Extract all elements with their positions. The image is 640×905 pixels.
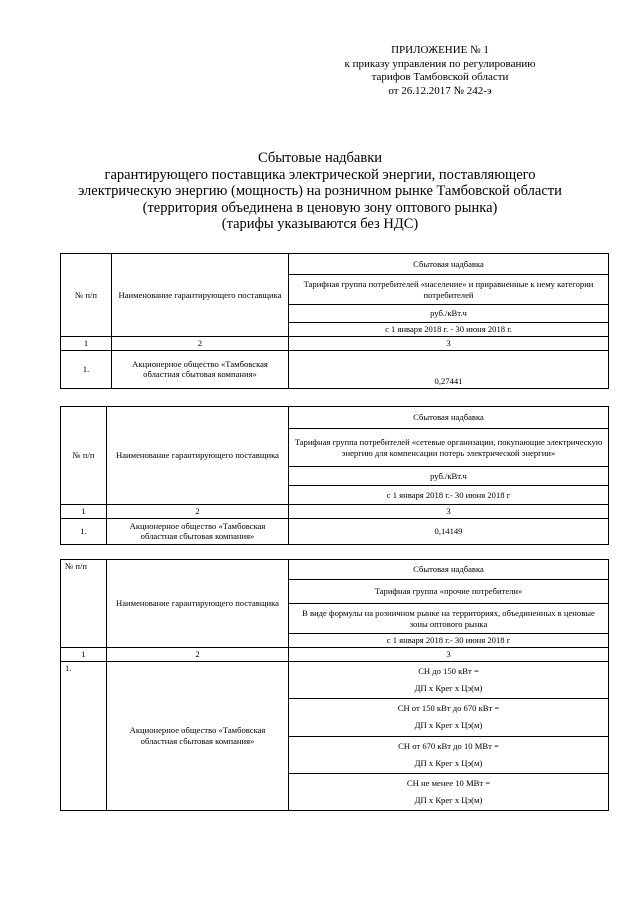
header-supplier: Наименование гарантирующего поставщика (107, 407, 289, 505)
row-num: 1. (61, 661, 107, 810)
header-num: № п/п (61, 254, 112, 337)
index-1: 1 (61, 505, 107, 519)
formula-expression: ДП х Крег х Цэ(м) (414, 757, 483, 768)
header-tariff-group: Тарифная группа потребителей «сетевые организации, покупающие электрическую энергию для компенсации потерь электрической энергии» (289, 429, 609, 467)
header-supplier: Наименование гарантирующего поставщика (112, 254, 289, 337)
header-tariff-group: Тарифная группа потребителей «население» и приравненные к нему категории потребителей (289, 275, 609, 305)
tariff-table-other-consumers (60, 559, 609, 811)
title-line-3: электрическую энергию (мощность) на розничном рынке Тамбовской области (78, 183, 562, 199)
header-num: № п/п (61, 560, 107, 648)
formula-condition: СН не менее 10 МВт = (406, 777, 491, 788)
header-markup: Сбытовая надбавка (289, 560, 609, 580)
formula-condition: СН до 150 кВт = (418, 665, 479, 676)
header-period: с 1 января 2018 г.- 30 июня 2018 г (289, 634, 609, 648)
title-line-2: гарантирующего поставщика электрической энергии, поставляющего (104, 166, 536, 183)
header-markup: Сбытовая надбавка (289, 407, 609, 429)
index-2: 2 (107, 505, 289, 519)
index-3: 3 (289, 505, 609, 519)
tariff-table-population (60, 253, 609, 389)
appendix-date: от 26.12.2017 № 242-э (388, 84, 492, 97)
row-num: 1. (61, 350, 112, 388)
formula-670kw-10mw (289, 736, 609, 773)
header-period: с 1 января 2018 г. - 30 июня 2018 г. (289, 323, 609, 337)
index-3: 3 (289, 648, 609, 662)
formula-expression: ДП х Крег х Цэ(м) (414, 794, 483, 805)
appendix-authority: тарифов Тамбовской области (371, 71, 509, 83)
formula-expression: ДП х Крег х Цэ(м) (414, 720, 483, 730)
index-1: 1 (61, 337, 112, 351)
index-3: 3 (289, 337, 609, 351)
row-supplier: Акционерное общество «Тамбовская областная сбытовая компания» (107, 518, 289, 544)
appendix-order: к приказу управления по регулированию (344, 57, 536, 70)
formula-expression: ДП х Крег х Цэ(м) (414, 682, 483, 693)
header-formula-note: В виде формулы на розничном рынке на территориях, объединенных в ценовые зоны оптового рынка (289, 604, 609, 634)
title-line-5: (тарифы указываются без НДС) (221, 216, 419, 232)
header-markup: Сбытовая надбавка (289, 254, 609, 275)
index-2: 2 (112, 337, 289, 351)
row-value: 0,14149 (289, 518, 609, 544)
header-num: № п/п (61, 407, 107, 505)
header-period: с 1 января 2018 г.- 30 июня 2018 г (289, 486, 609, 505)
row-supplier: Акционерное общество «Тамбовская областная сбытовая компания» (107, 661, 289, 810)
header-unit: руб./кВт.ч (289, 467, 609, 486)
row-num: 1. (61, 518, 107, 544)
header-tariff-group: Тарифная группа «прочие потребители» (289, 580, 609, 604)
tariff-table-grid-organizations (60, 406, 609, 545)
header-supplier: Наименование гарантирующего поставщика (107, 560, 289, 648)
formula-over-10mw (289, 773, 609, 810)
header-unit: руб./кВт.ч (289, 305, 609, 323)
formula-up-to-150kw (289, 661, 609, 698)
formula-condition: СН от 670 кВт до 10 МВт = (398, 740, 499, 751)
index-2: 2 (107, 648, 289, 662)
document-title (40, 150, 600, 233)
row-supplier: Акционерное общество «Тамбовская областная сбытовая компания» (112, 350, 289, 388)
formula-150-670kw (289, 698, 609, 736)
appendix-title: ПРИЛОЖЕНИЕ № 1 (391, 44, 489, 56)
title-line-4: (территория объединена в ценовую зону оптового рынка) (142, 199, 498, 216)
index-1: 1 (61, 648, 107, 662)
formula-condition: СН от 150 кВт до 670 кВт = (397, 703, 500, 713)
row-value: 0,27441 (289, 350, 609, 388)
title-line-1: Сбытовые надбавки (257, 150, 383, 166)
appendix-header (300, 44, 580, 98)
